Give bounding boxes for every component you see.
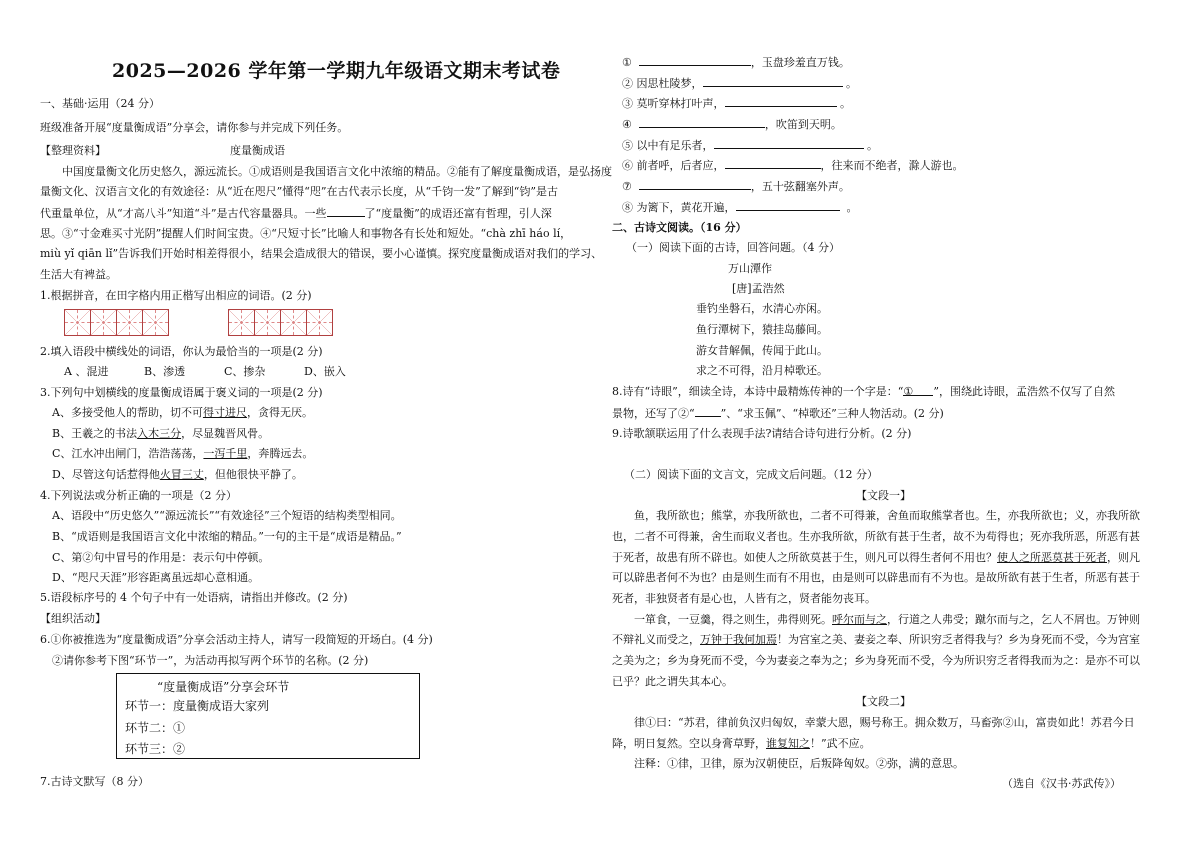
question-2: 2.填入语段中横线处的词语，你认为最恰当的一项是(2 分) <box>40 345 323 358</box>
q4-option-b[interactable]: B、“成语则是我国语言文化中浓缩的精品。”一句的主干是“成语是精品。” <box>52 530 402 543</box>
q4-option-c[interactable]: C、第②句中冒号的作用是：表示句中停顿。 <box>52 551 270 564</box>
passage-b-tag: 【文段二】 <box>856 695 911 708</box>
organize-tag: 【组织活动】 <box>40 612 106 625</box>
subsection-1-heading: （一）阅读下面的古诗，回答问题。（4 分） <box>626 241 840 254</box>
passage-line: 中国度量衡文化历史悠久，源远流长。①成语则是我国语言文化中浓缩的精品。②能有了解度量衡成语，是弘扬度 <box>62 165 612 178</box>
dictation-7[interactable]: ⑦ ，五十弦翻塞外声。 <box>622 180 850 193</box>
question-6-part-1: 6.①你被推选为“度量衡成语”分享会活动主持人，请写一段简短的开场白。(4 分) <box>40 633 433 646</box>
section-1-heading: 一、基础·运用（24 分） <box>40 97 160 110</box>
box-step-1: 环节一：度量衡成语大家列 <box>125 699 270 713</box>
passage-line: 代重量单位，从“才高八斗”知道“斗”是古代容量器具。一些 了“度量衡”的成语还富有哲理，引人深 <box>40 207 552 220</box>
q4-option-d[interactable]: D、“咫尺天涯”形容距离虽远却心意相通。 <box>52 571 260 584</box>
q4-option-a[interactable]: A、语段中“历史悠久”“源远流长”“有效途径”三个短语的结构类型相同。 <box>52 509 402 522</box>
grid-cell[interactable] <box>142 309 169 336</box>
poem-line: 游女昔解佩，传闻于此山。 <box>696 344 828 357</box>
tianzige-grid-1[interactable] <box>64 309 168 336</box>
passage-line: 生活大有裨益。 <box>40 268 117 281</box>
q8-blank-2[interactable] <box>695 405 721 417</box>
grid-cell[interactable] <box>116 309 143 336</box>
question-4: 4.下列说法或分析正确的一项是（2 分） <box>40 489 237 502</box>
passage-a-line: 死者，非独贤者有是心也，人皆有之，贤者能勿丧耳。 <box>612 592 876 605</box>
section-2-heading: 二、古诗文阅读。（16 分） <box>612 221 747 234</box>
passage-a-line: 已乎？此之谓失其本心。 <box>612 675 733 688</box>
q2-option-b[interactable]: B、渗透 <box>144 365 186 378</box>
tianzige-grid-2[interactable] <box>228 309 332 336</box>
subsection-2-heading: （二）阅读下面的文言文，完成文后问题。（12 分） <box>624 468 878 481</box>
passage-a-line: 之美为之；乡为身死而不受，今为妻妾之奉为之；乡为身死而不受，今为所识穷乏者得我而为之：是亦不可以 <box>612 654 1140 667</box>
material-title: 度量衡成语 <box>230 144 285 157</box>
passage-a-tag: 【文段一】 <box>856 489 911 502</box>
passage-line: 思。③“寸金难买寸光阴”提醒人们时间宝贵。④“尺短寸长”比喻人和事物各有长处和短处。“chà zhī háo lí， <box>40 227 572 240</box>
question-6-part-2: ②请你参考下图“环节一”，为活动再拟写两个环节的名称。(2 分) <box>52 654 369 667</box>
material-tag: 【整理资料】 <box>40 144 106 157</box>
passage-a-line: 鱼，我所欲也；熊掌，亦我所欲也，二者不可得兼，舍鱼而取熊掌者也。生，亦我所欲也；义，亦我所欲 <box>634 509 1140 522</box>
q2-option-d[interactable]: D、嵌入 <box>304 365 346 378</box>
question-8-line-1: 8.诗有“诗眼”，细读全诗，本诗中最精炼传神的一个字是：“① ”，围绕此诗眼，孟浩然不仅写了自然 <box>612 385 1115 398</box>
passage-a-line: 可以辟患者何不为也？由是则生而有不用也，由是则可以辟患而有不为也。是故所欲有甚于生者，所恶有甚于 <box>612 571 1140 584</box>
q3-option-a[interactable]: A、多接受他人的帮助，切不可得寸进尺，贪得无厌。 <box>52 406 313 419</box>
q2-option-a[interactable]: A 、混进 <box>64 365 109 378</box>
question-3: 3.下列句中划横线的度量衡成语属于褒义词的一项是(2 分) <box>40 386 323 399</box>
passage-a-line: 不辩礼义而受之，万钟于我何加焉！为宫室之美、妻妾之奉、所识穷乏者得我与？乡为身死而不受，今为宫室 <box>612 633 1140 646</box>
dictation-2[interactable]: ② 因思杜陵梦， 。 <box>622 77 857 90</box>
passage-a-line: 也，二者不可得兼，舍生而取义者也。生亦我所欲，所欲有甚于生者，故不为苟得也；死亦我所恶，所恶有甚 <box>612 530 1140 543</box>
q3-option-b[interactable]: B、王羲之的书法入木三分，尽显魏晋风骨。 <box>52 427 270 440</box>
dictation-3[interactable]: ③ 莫听穿林打叶声， 。 <box>622 97 851 110</box>
dictation-6[interactable]: ⑥ 前者呼，后者应， ，往来而不绝者，滁人游也。 <box>622 159 964 172</box>
intro-text: 班级准备开展“度量衡成语”分享会，请你参与并完成下列任务。 <box>40 121 349 134</box>
q3-option-d[interactable]: D、尽管这句话惹得他火冒三丈，但他很快平静了。 <box>52 468 303 481</box>
annotation-note: 注释：①律，卫律，原为汉朝使臣，后叛降匈奴。②弥，满的意思。 <box>634 757 964 770</box>
passage-line: miù yǐ qiān lǐ”告诉我们开始时相差得很小，结果会造成很大的错误，要小心谨慎。探究度量衡成语对我们的学习、 <box>40 247 603 260</box>
poem-title: 万山潭作 <box>728 262 772 275</box>
dictation-1[interactable]: ① ，玉盘珍羞直万钱。 <box>622 56 850 69</box>
source-citation: （选自《汉书·苏武传》） <box>1002 777 1121 790</box>
passage-a-line: 一箪食，一豆羹，得之则生，弗得则死。呼尔而与之，行道之人弗受；蹴尔而与之，乞人不屑也。万钟则 <box>634 613 1140 626</box>
q2-option-c[interactable]: C、掺杂 <box>224 365 266 378</box>
box-step-3[interactable]: 环节三：② <box>125 742 186 756</box>
grid-cell[interactable] <box>228 309 255 336</box>
dictation-8[interactable]: ⑧ 为篱下，黄花开遍， 。 <box>622 201 858 214</box>
question-7: 7.古诗文默写（8 分） <box>40 775 149 788</box>
poem-line: 垂钓坐磐石，水清心亦闲。 <box>696 302 828 315</box>
grid-cell[interactable] <box>306 309 333 336</box>
box-step-2[interactable]: 环节二：① <box>125 721 186 735</box>
dictation-5[interactable]: ⑤ 以中有足乐者， 。 <box>622 139 878 152</box>
page-title: 2025—2026 学年第一学期九年级语文期末考试卷 <box>112 60 561 82</box>
poem-line: 求之不可得，沿月棹歌还。 <box>696 364 828 377</box>
dictation-4[interactable]: ④ ，吹笛到天明。 <box>622 118 842 131</box>
poem-author: [唐]孟浩然 <box>732 282 785 295</box>
fill-blank[interactable] <box>327 205 365 217</box>
grid-cell[interactable] <box>90 309 117 336</box>
passage-line: 量衡文化、汉语言文化的有效途径：从“近在咫尺”懂得“咫”在古代表示长度，从“千钧一发”了解到“钧”是古 <box>40 185 558 198</box>
passage-b-line: 降，明日复然。空以身膏草野，谁复知之！”武不应。 <box>612 737 871 750</box>
grid-cell[interactable] <box>254 309 281 336</box>
poem-line: 鱼行潭树下，猿挂岛藤间。 <box>696 323 828 336</box>
grid-cell[interactable] <box>280 309 307 336</box>
q8-blank-1[interactable]: ① <box>903 384 933 396</box>
question-9: 9.诗歌颔联运用了什么表现手法?请结合诗句进行分析。(2 分) <box>612 427 912 440</box>
q3-option-c[interactable]: C、江水冲出闸门，浩浩荡荡，一泻千里，奔腾远去。 <box>52 447 314 460</box>
grid-cell[interactable] <box>64 309 91 336</box>
question-1: 1.根据拼音，在田字格内用正楷写出相应的词语。(2 分) <box>40 289 312 302</box>
activity-box <box>116 673 420 759</box>
question-8-line-2: 景物，还写了②“ ”、“求玉佩”、“棹歌还”三种人物活动。(2 分) <box>612 407 944 420</box>
question-5: 5.语段标序号的 4 个句子中有一处语病，请指出并修改。(2 分) <box>40 591 348 604</box>
passage-b-line: 律①曰：“苏君，律前负汉归匈奴，幸蒙大恩，赐号称王。拥众数万，马畜弥②山，富贵如此！苏君今日 <box>634 716 1135 729</box>
passage-a-line: 于死者，故患有所不辟也。如使人之所欲莫甚于生，则凡可以得生者何不用也？使人之所恶莫甚于死者，则凡 <box>612 551 1140 564</box>
box-title: “度量衡成语”分享会环节 <box>157 680 290 694</box>
